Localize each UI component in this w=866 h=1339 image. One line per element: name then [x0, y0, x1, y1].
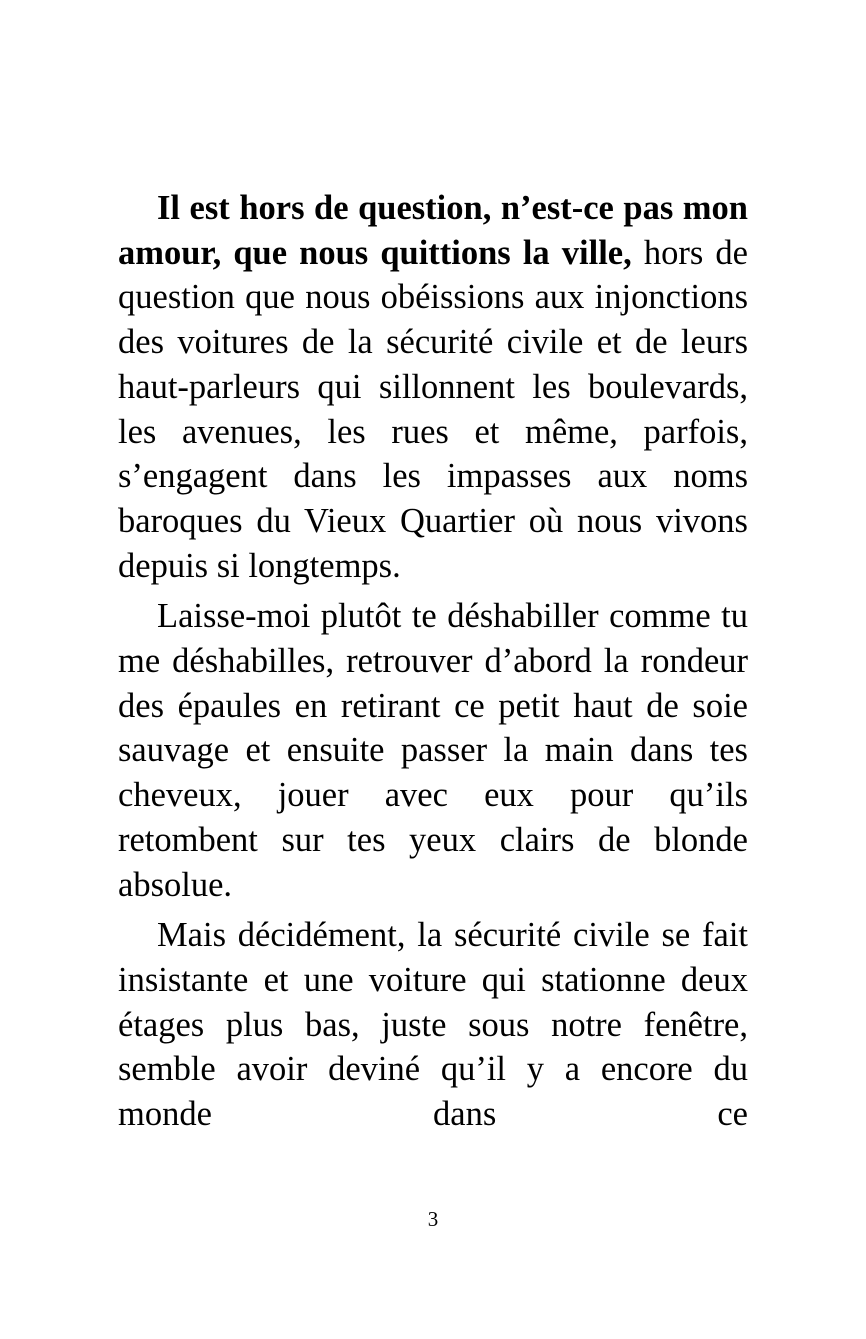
paragraph-2-text: Laisse-moi plutôt te déshabiller comme tu me déshabilles, retrouver d’abord la rondeur des épaules en retirant ce petit haut de soie sauvage et ensuite passer la main dans tes cheveux, jouer avec eux pour qu’ils retombent sur tes yeux clairs de blonde absolue. — [118, 597, 748, 904]
page-number: 3 — [427, 1207, 439, 1231]
body-text — [118, 186, 748, 1137]
paragraph-1 — [118, 186, 748, 588]
paragraph-3-text: Mais décidément, la sécurité civile se fait insistante et une voiture qui stationne deux étages plus bas, juste sous notre fenêtre, semble avoir deviné qu’il y a encore du monde dans ce — [118, 916, 748, 1134]
paragraph-1-bold-lead: Il est hors de question, n’est-ce pas mon amour, que nous quittions la ville, — [118, 189, 748, 272]
paragraph-1-text: hors de question que nous obéissions aux injonctions des voitures de la sécurité civile et de leurs haut-parleurs qui sillonnent les boulevards, les avenues, les rues et même, parfois, s’engagent dans les impasses aux noms baroques du Vieux Quartier où nous vivons depuis si longtemps. — [118, 233, 748, 585]
paragraph-3 — [118, 913, 748, 1137]
paragraph-2 — [118, 594, 748, 907]
